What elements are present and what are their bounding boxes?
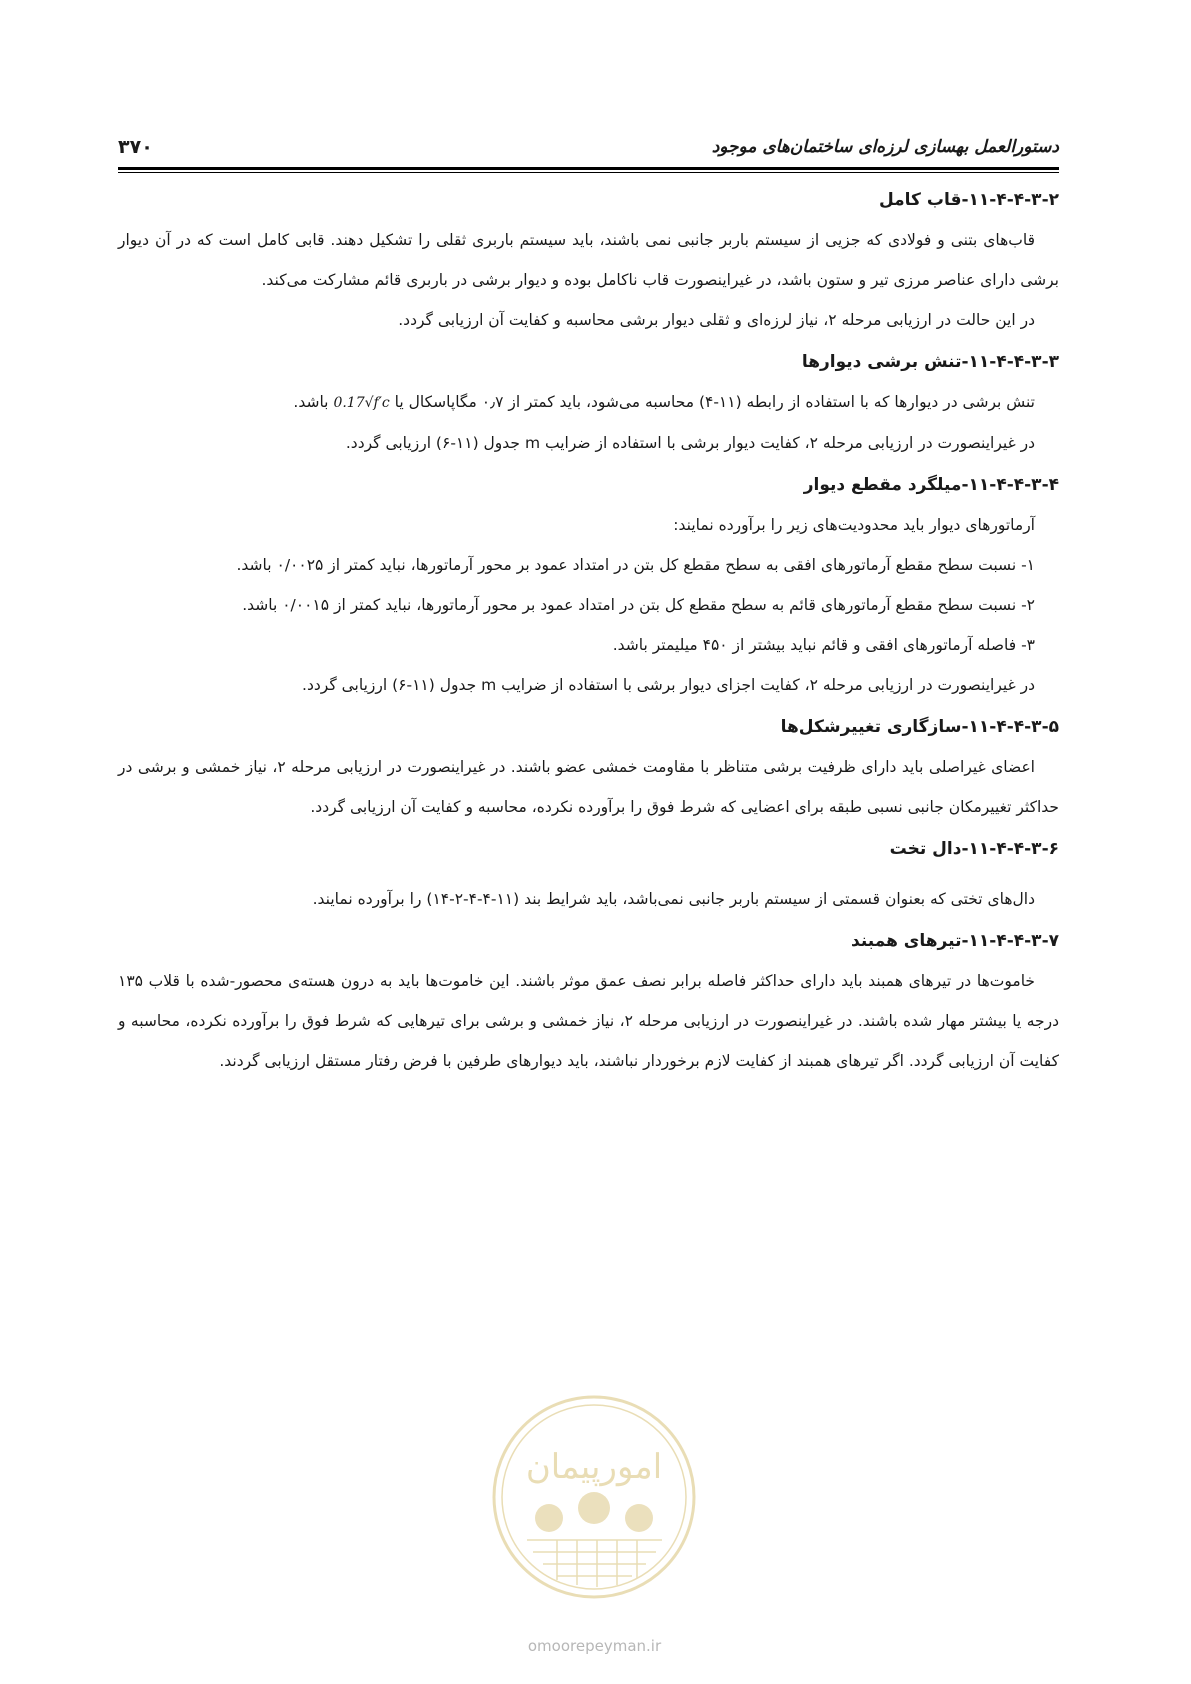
section-heading-full-frame: ۱۱-۴-۴-۳-۲-قاب کامل <box>878 190 1059 210</box>
shear-stress-formula: 0.17√f′c <box>333 395 390 411</box>
shear-stress-text: تنش برشی در دیوارها که با استفاده از رابطه (۱۱-۴) محاسبه می‌شود، باید کمتر از ۰٫۷ مگاپاسکال یا <box>394 393 1035 411</box>
section-heading-wall-shear-stress: ۱۱-۴-۴-۳-۳-تنش برشی دیوارها <box>801 352 1059 372</box>
watermark-site: omoorepeyman.ir <box>527 1637 662 1655</box>
section-heading-flat-slab: ۱۱-۴-۴-۳-۶-دال تخت <box>889 839 1059 859</box>
paragraph-full-frame-assessment: در این حالت در ارزیابی مرحله ۲، نیاز لرزه‌ای و ثقلی دیوار برشی محاسبه و کفایت آن ارزیابی گردد. <box>398 311 1035 329</box>
page-body <box>118 178 1059 1081</box>
paragraph-coupling-beams: خاموت‌ها در تیرهای همبند باید دارای حداکثر فاصله برابر نصف عمق موثر باشند. این خاموت‌ها باید به درون هسته‌ی محصور-شده با قلاب ۱۳۵ درجه یا بیشتر مهار شده باشند. در غیراینصورت در ارزیابی مرحله ۲، نیاز خمشی و برشی برای تیرهایی که شرط فوق را برآورده نکرده، محاسبه و کفایت آن ارزیابی گردد. اگر تیرهای همبند از کفایت لازم برخوردار نباشند، باید دیوارهای طرفین با فرض رفتار مستقل ارزیابی گردند. <box>118 972 1059 1070</box>
header-rule-thick <box>118 167 1059 170</box>
paragraph-reinforcement-assessment: در غیراینصورت در ارزیابی مرحله ۲، کفایت اجزای دیوار برشی با استفاده از ضرایب m جدول (۱۱-۶) ارزیابی گردد. <box>302 676 1035 694</box>
section-heading-coupling-beams: ۱۱-۴-۴-۳-۷-تیرهای همبند <box>851 931 1059 951</box>
watermark-logo-text: امورپیمان <box>525 1447 663 1487</box>
page-number: ۳۷۰ <box>118 136 153 158</box>
running-title: دستورالعمل بهسازی لرزه‌ای ساختمان‌های موجود <box>711 137 1059 157</box>
list-item-horizontal-ratio: ۱- نسبت سطح مقطع آرماتورهای افقی به سطح مقطع کل بتن در امتداد عمود بر محور آرماتورها، نباید کمتر از ۰/۰۰۲۵ باشد. <box>236 556 1035 574</box>
paragraph-full-frame: قاب‌های بتنی و فولادی که جزیی از سیستم باربر جانبی نمی باشند، باید سیستم باربری ثقلی را تشکیل دهند. قابی کامل است که در آن دیوار برشی دارای عناصر مرزی تیر و ستون باشد، در غیراینصورت قاب ناکامل بوده و دیوار برشی در باربری قائم مشارکت می‌کند. <box>118 231 1059 289</box>
list-item-spacing: ۳- فاصله آرماتورهای افقی و قائم نباید بیشتر از ۴۵۰ میلیمتر باشد. <box>612 636 1035 654</box>
paragraph-reinforcement-intro: آرماتورهای دیوار باید محدودیت‌های زیر را برآورده نمایند: <box>673 516 1035 534</box>
paragraph-shear-stress-assessment: در غیراینصورت در ارزیابی مرحله ۲، کفایت دیوار برشی با استفاده از ضرایب m جدول (۱۱-۶) ارزیابی گردد. <box>345 434 1035 452</box>
page-header <box>118 128 1059 166</box>
header-rule-thin <box>118 172 1059 173</box>
section-heading-wall-reinforcement: ۱۱-۴-۴-۳-۴-میلگرد مقطع دیوار <box>803 475 1059 495</box>
list-item-vertical-ratio: ۲- نسبت سطح مقطع آرماتورهای قائم به سطح مقطع کل بتن در امتداد عمود بر محور آرماتورها، نباید کمتر از ۰/۰۰۱۵ باشد. <box>242 596 1035 614</box>
paragraph-deformation-compatibility: اعضای غیراصلی باید دارای ظرفیت برشی متناظر با مقاومت خمشی عضو باشند. در غیراینصورت در ارزیابی مرحله ۲، نیاز خمشی و برشی در حداکثر تغییرمکان جانبی نسبی طبقه برای اعضایی که شرط فوق را برآورده نکرده، محاسبه و کفایت آن ارزیابی گردد. <box>118 758 1059 816</box>
shear-stress-text-end: باشد. <box>293 393 329 411</box>
paragraph-flat-slab: دال‌های تختی که بعنوان قسمتی از سیستم باربر جانبی نمی‌باشد، باید شرایط بند (۱۱-۴-۴-۲-۱۴) را برآورده نمایند. <box>312 890 1035 908</box>
section-heading-deformation-compatibility: ۱۱-۴-۴-۳-۵-سازگاری تغییرشکل‌ها <box>780 717 1059 737</box>
paragraph-shear-stress-limit <box>118 382 1059 423</box>
watermark-logo <box>487 1390 702 1605</box>
